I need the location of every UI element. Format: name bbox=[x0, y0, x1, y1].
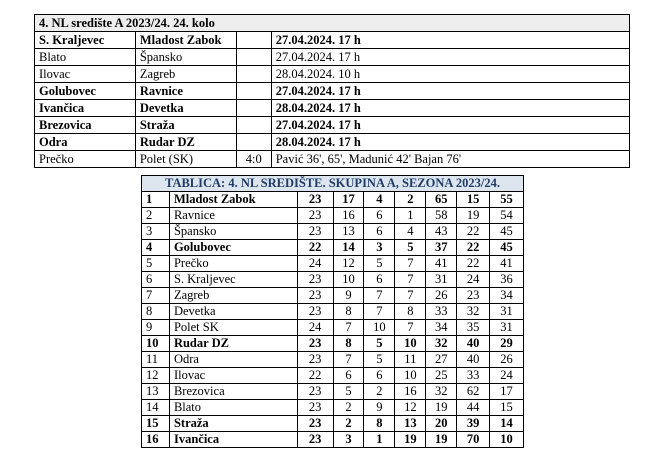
wins: 6 bbox=[333, 368, 364, 384]
played: 23 bbox=[297, 400, 333, 416]
points: 55 bbox=[490, 192, 524, 208]
away-team: Ravnice bbox=[135, 83, 236, 100]
match-date: 27.04.2024. 17 h bbox=[271, 49, 629, 66]
position: 11 bbox=[142, 352, 170, 368]
goals-for: 26 bbox=[426, 288, 457, 304]
position: 9 bbox=[142, 320, 170, 336]
points: 36 bbox=[490, 272, 524, 288]
team-name: Blato bbox=[169, 400, 297, 416]
points: 45 bbox=[490, 240, 524, 256]
losses: 19 bbox=[395, 432, 426, 448]
team-name: Ilovac bbox=[169, 368, 297, 384]
standings-row bbox=[142, 384, 524, 400]
fixtures-title: 4. NL središte A 2023/24. 24. kolo bbox=[35, 15, 630, 32]
fixture-row bbox=[35, 134, 630, 151]
standings-row bbox=[142, 192, 524, 208]
played: 23 bbox=[297, 432, 333, 448]
fixture-row bbox=[35, 32, 630, 49]
match-date: 28.04.2024. 10 h bbox=[271, 66, 629, 83]
team-name: Odra bbox=[169, 352, 297, 368]
team-name: Prečko bbox=[169, 256, 297, 272]
played: 23 bbox=[297, 288, 333, 304]
losses: 13 bbox=[395, 416, 426, 432]
draws: 1 bbox=[364, 432, 395, 448]
match-date: 27.04.2024. 17 h bbox=[271, 32, 629, 49]
goals-for: 33 bbox=[426, 304, 457, 320]
points: 54 bbox=[490, 208, 524, 224]
losses: 10 bbox=[395, 336, 426, 352]
team-name: Straža bbox=[169, 416, 297, 432]
fixtures-body bbox=[35, 32, 630, 168]
standings-row bbox=[142, 368, 524, 384]
team-name: S. Kraljevec bbox=[169, 272, 297, 288]
played: 22 bbox=[297, 240, 333, 256]
goals-against: 70 bbox=[457, 432, 490, 448]
standings-table bbox=[141, 175, 524, 448]
goals-against: 40 bbox=[457, 336, 490, 352]
points: 45 bbox=[490, 224, 524, 240]
wins: 16 bbox=[333, 208, 364, 224]
goals-against: 62 bbox=[457, 384, 490, 400]
played: 23 bbox=[297, 272, 333, 288]
wins: 9 bbox=[333, 288, 364, 304]
match-score bbox=[236, 32, 271, 49]
losses: 7 bbox=[395, 288, 426, 304]
losses: 5 bbox=[395, 240, 426, 256]
goals-against: 32 bbox=[457, 304, 490, 320]
goals-for: 65 bbox=[426, 192, 457, 208]
losses: 4 bbox=[395, 224, 426, 240]
team-name: Špansko bbox=[169, 224, 297, 240]
goals-for: 58 bbox=[426, 208, 457, 224]
team-name: Ravnice bbox=[169, 208, 297, 224]
goals-against: 15 bbox=[457, 192, 490, 208]
draws: 6 bbox=[364, 368, 395, 384]
away-team: Devetka bbox=[135, 100, 236, 117]
standings-row bbox=[142, 288, 524, 304]
draws: 2 bbox=[364, 384, 395, 400]
wins: 8 bbox=[333, 336, 364, 352]
home-team: Ivančica bbox=[35, 100, 136, 117]
goals-against: 22 bbox=[457, 224, 490, 240]
home-team: S. Kraljevec bbox=[35, 32, 136, 49]
draws: 7 bbox=[364, 304, 395, 320]
away-team: Špansko bbox=[135, 49, 236, 66]
losses: 10 bbox=[395, 368, 426, 384]
draws: 5 bbox=[364, 352, 395, 368]
fixtures-header-row bbox=[35, 15, 630, 32]
goals-against: 22 bbox=[457, 256, 490, 272]
wins: 2 bbox=[333, 400, 364, 416]
standings-row bbox=[142, 208, 524, 224]
goals-against: 40 bbox=[457, 352, 490, 368]
goals-against: 44 bbox=[457, 400, 490, 416]
match-date: 27.04.2024. 17 h bbox=[271, 83, 629, 100]
team-name: Mladost Zabok bbox=[169, 192, 297, 208]
points: 29 bbox=[490, 336, 524, 352]
points: 41 bbox=[490, 256, 524, 272]
draws: 4 bbox=[364, 192, 395, 208]
wins: 7 bbox=[333, 320, 364, 336]
position: 3 bbox=[142, 224, 170, 240]
played: 23 bbox=[297, 224, 333, 240]
played: 23 bbox=[297, 416, 333, 432]
points: 31 bbox=[490, 304, 524, 320]
standings-title: TABLICA: 4. NL SREDIŠTE. SKUPINA A, SEZONA 2023/24. bbox=[142, 176, 524, 192]
wins: 12 bbox=[333, 256, 364, 272]
position: 10 bbox=[142, 336, 170, 352]
fixture-row bbox=[35, 151, 630, 168]
match-score bbox=[236, 83, 271, 100]
draws: 7 bbox=[364, 288, 395, 304]
played: 22 bbox=[297, 368, 333, 384]
home-team: Brezovica bbox=[35, 117, 136, 134]
draws: 6 bbox=[364, 208, 395, 224]
goals-for: 32 bbox=[426, 384, 457, 400]
fixture-row bbox=[35, 66, 630, 83]
goals-against: 22 bbox=[457, 240, 490, 256]
position: 13 bbox=[142, 384, 170, 400]
played: 24 bbox=[297, 256, 333, 272]
goals-for: 19 bbox=[426, 400, 457, 416]
points: 34 bbox=[490, 288, 524, 304]
away-team: Mladost Zabok bbox=[135, 32, 236, 49]
match-score bbox=[236, 66, 271, 83]
draws: 8 bbox=[364, 416, 395, 432]
match-date: Pavić 36', 65', Madunić 42' Bajan 76' bbox=[271, 151, 629, 168]
losses: 2 bbox=[395, 192, 426, 208]
wins: 17 bbox=[333, 192, 364, 208]
home-team: Ilovac bbox=[35, 66, 136, 83]
goals-for: 37 bbox=[426, 240, 457, 256]
team-name: Devetka bbox=[169, 304, 297, 320]
points: 15 bbox=[490, 400, 524, 416]
goals-against: 39 bbox=[457, 416, 490, 432]
played: 23 bbox=[297, 336, 333, 352]
wins: 3 bbox=[333, 432, 364, 448]
standings-row bbox=[142, 320, 524, 336]
home-team: Prečko bbox=[35, 151, 136, 168]
draws: 5 bbox=[364, 336, 395, 352]
position: 2 bbox=[142, 208, 170, 224]
team-name: Rudar DZ bbox=[169, 336, 297, 352]
goals-for: 32 bbox=[426, 336, 457, 352]
losses: 7 bbox=[395, 320, 426, 336]
away-team: Zagreb bbox=[135, 66, 236, 83]
position: 12 bbox=[142, 368, 170, 384]
played: 23 bbox=[297, 304, 333, 320]
losses: 12 bbox=[395, 400, 426, 416]
wins: 2 bbox=[333, 416, 364, 432]
losses: 7 bbox=[395, 272, 426, 288]
losses: 11 bbox=[395, 352, 426, 368]
fixture-row bbox=[35, 49, 630, 66]
match-score bbox=[236, 49, 271, 66]
home-team: Blato bbox=[35, 49, 136, 66]
position: 7 bbox=[142, 288, 170, 304]
goals-against: 23 bbox=[457, 288, 490, 304]
goals-for: 43 bbox=[426, 224, 457, 240]
standings-row bbox=[142, 416, 524, 432]
team-name: Zagreb bbox=[169, 288, 297, 304]
home-team: Odra bbox=[35, 134, 136, 151]
position: 6 bbox=[142, 272, 170, 288]
standings-row bbox=[142, 336, 524, 352]
played: 23 bbox=[297, 384, 333, 400]
standings-row bbox=[142, 304, 524, 320]
fixture-row bbox=[35, 117, 630, 134]
fixture-row bbox=[35, 100, 630, 117]
draws: 9 bbox=[364, 400, 395, 416]
wins: 10 bbox=[333, 272, 364, 288]
position: 15 bbox=[142, 416, 170, 432]
points: 24 bbox=[490, 368, 524, 384]
goals-against: 24 bbox=[457, 272, 490, 288]
played: 24 bbox=[297, 320, 333, 336]
standings-row bbox=[142, 352, 524, 368]
goals-for: 27 bbox=[426, 352, 457, 368]
match-score bbox=[236, 134, 271, 151]
team-name: Ivančica bbox=[169, 432, 297, 448]
wins: 8 bbox=[333, 304, 364, 320]
goals-for: 19 bbox=[426, 432, 457, 448]
losses: 8 bbox=[395, 304, 426, 320]
played: 23 bbox=[297, 208, 333, 224]
standings-row bbox=[142, 400, 524, 416]
match-date: 28.04.2024. 17 h bbox=[271, 100, 629, 117]
losses: 16 bbox=[395, 384, 426, 400]
goals-against: 19 bbox=[457, 208, 490, 224]
team-name: Golubovec bbox=[169, 240, 297, 256]
away-team: Straža bbox=[135, 117, 236, 134]
goals-against: 33 bbox=[457, 368, 490, 384]
goals-for: 25 bbox=[426, 368, 457, 384]
position: 14 bbox=[142, 400, 170, 416]
team-name: Brezovica bbox=[169, 384, 297, 400]
away-team: Polet (SK) bbox=[135, 151, 236, 168]
standings-row bbox=[142, 272, 524, 288]
wins: 5 bbox=[333, 384, 364, 400]
standings-row bbox=[142, 432, 524, 448]
draws: 6 bbox=[364, 224, 395, 240]
wins: 13 bbox=[333, 224, 364, 240]
standings-row bbox=[142, 256, 524, 272]
losses: 1 bbox=[395, 208, 426, 224]
match-date: 28.04.2024. 17 h bbox=[271, 134, 629, 151]
wins: 14 bbox=[333, 240, 364, 256]
points: 26 bbox=[490, 352, 524, 368]
goals-for: 34 bbox=[426, 320, 457, 336]
goals-against: 35 bbox=[457, 320, 490, 336]
position: 16 bbox=[142, 432, 170, 448]
points: 17 bbox=[490, 384, 524, 400]
points: 10 bbox=[490, 432, 524, 448]
fixture-row bbox=[35, 83, 630, 100]
goals-for: 20 bbox=[426, 416, 457, 432]
match-score: 4:0 bbox=[236, 151, 271, 168]
draws: 10 bbox=[364, 320, 395, 336]
wins: 7 bbox=[333, 352, 364, 368]
standings-row bbox=[142, 240, 524, 256]
played: 23 bbox=[297, 192, 333, 208]
draws: 3 bbox=[364, 240, 395, 256]
position: 4 bbox=[142, 240, 170, 256]
home-team: Golubovec bbox=[35, 83, 136, 100]
team-name: Polet SK bbox=[169, 320, 297, 336]
played: 23 bbox=[297, 352, 333, 368]
match-score bbox=[236, 117, 271, 134]
goals-for: 41 bbox=[426, 256, 457, 272]
draws: 5 bbox=[364, 256, 395, 272]
losses: 7 bbox=[395, 256, 426, 272]
draws: 6 bbox=[364, 272, 395, 288]
goals-for: 31 bbox=[426, 272, 457, 288]
fixtures-table bbox=[34, 14, 630, 168]
points: 14 bbox=[490, 416, 524, 432]
away-team: Rudar DZ bbox=[135, 134, 236, 151]
standings-row bbox=[142, 224, 524, 240]
points: 31 bbox=[490, 320, 524, 336]
position: 8 bbox=[142, 304, 170, 320]
standings-title-row bbox=[142, 176, 524, 192]
position: 5 bbox=[142, 256, 170, 272]
standings-body bbox=[142, 192, 524, 448]
position: 1 bbox=[142, 192, 170, 208]
match-date: 27.04.2024. 17 h bbox=[271, 117, 629, 134]
match-score bbox=[236, 100, 271, 117]
